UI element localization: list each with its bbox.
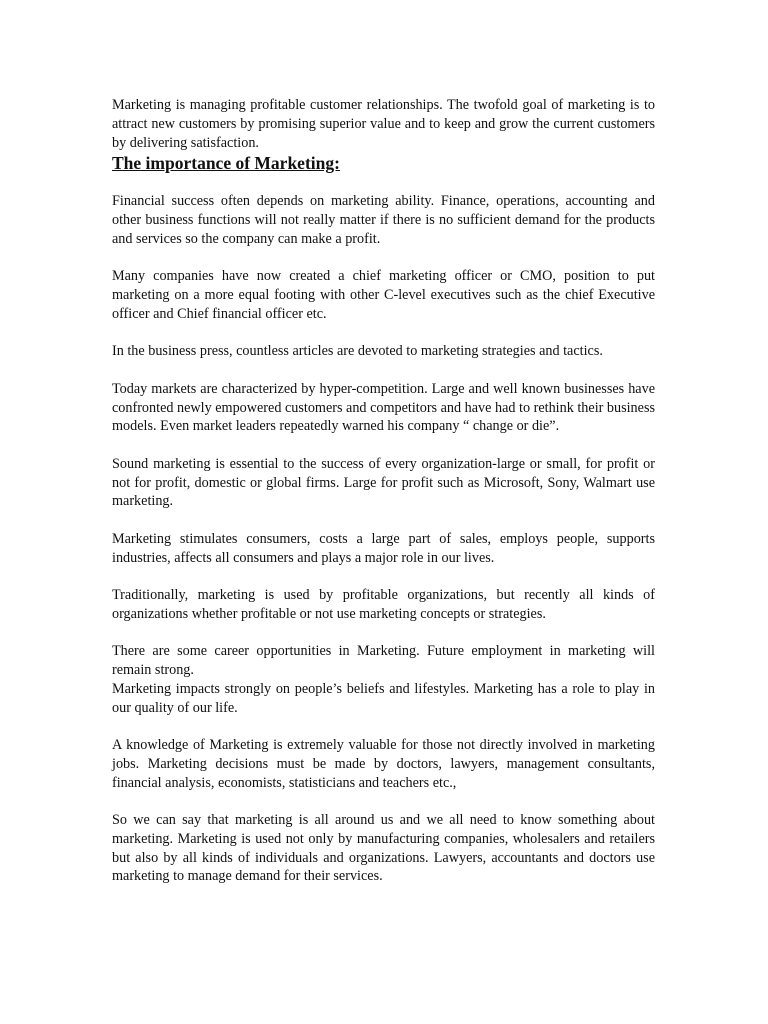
paragraph-knowledge: A knowledge of Marketing is extremely valuable for those not directly involved in marketing jobs. Marketing decisions must be made by doctors, lawyers, management consultants, financial analysis, economists, statisticians and teachers etc., — [112, 737, 655, 791]
section-heading: The importance of Marketing: — [112, 153, 340, 174]
intro-paragraph: Marketing is managing profitable customer relationships. The twofold goal of marketing is to attract new customers by promising superior value and to keep and grow the current customers by delivering satisfaction. — [112, 97, 655, 151]
paragraph-beliefs-lifestyles: Marketing impacts strongly on people’s beliefs and lifestyles. Marketing has a role to play in our quality of our life. — [112, 680, 655, 716]
document-page — [112, 96, 655, 886]
paragraph-cmo: Many companies have now created a chief marketing officer or CMO, position to put marketing on a more equal footing with other C-level executives such as the chief Executive officer and Chief financial officer etc. — [112, 268, 655, 322]
paragraph-stimulates-consumers: Marketing stimulates consumers, costs a large part of sales, employs people, supports industries, affects all consumers and plays a major role in our lives. — [112, 530, 655, 566]
paragraph-financial-success: Financial success often depends on marketing ability. Finance, operations, accounting and other business functions will not really matter if there is no sufficient demand for the products and services so the company can make a profit. — [112, 193, 655, 247]
paragraph-sound-marketing: Sound marketing is essential to the success of every organization-large or small, for profit or not for profit, domestic or global firms. Large for profit such as Microsoft, Sony, Walmart use marketing. — [112, 455, 655, 510]
paragraph-conclusion: So we can say that marketing is all around us and we all need to know something about marketing. Marketing is used not only by manufacturing companies, wholesalers and retailers but also by all kinds of individuals and organizations. Lawyers, accountants and doctors use marketing to manage demand for their services. — [112, 812, 655, 885]
paragraph-traditionally: Traditionally, marketing is used by profitable organizations, but recently all kinds of organizations whether profitable or not use marketing concepts or strategies. — [112, 587, 655, 622]
paragraph-career-opportunities: There are some career opportunities in Marketing. Future employment in marketing will remain strong. — [112, 643, 655, 678]
paragraph-business-press: In the business press, countless articles are devoted to marketing strategies and tactics. — [112, 343, 603, 360]
paragraph-hyper-competition: Today markets are characterized by hyper-competition. Large and well known businesses have confronted newly empowered customers and competitors and have had to rethink their business models. Even market leaders repeatedly warned his company “ change or die”. — [112, 380, 655, 435]
